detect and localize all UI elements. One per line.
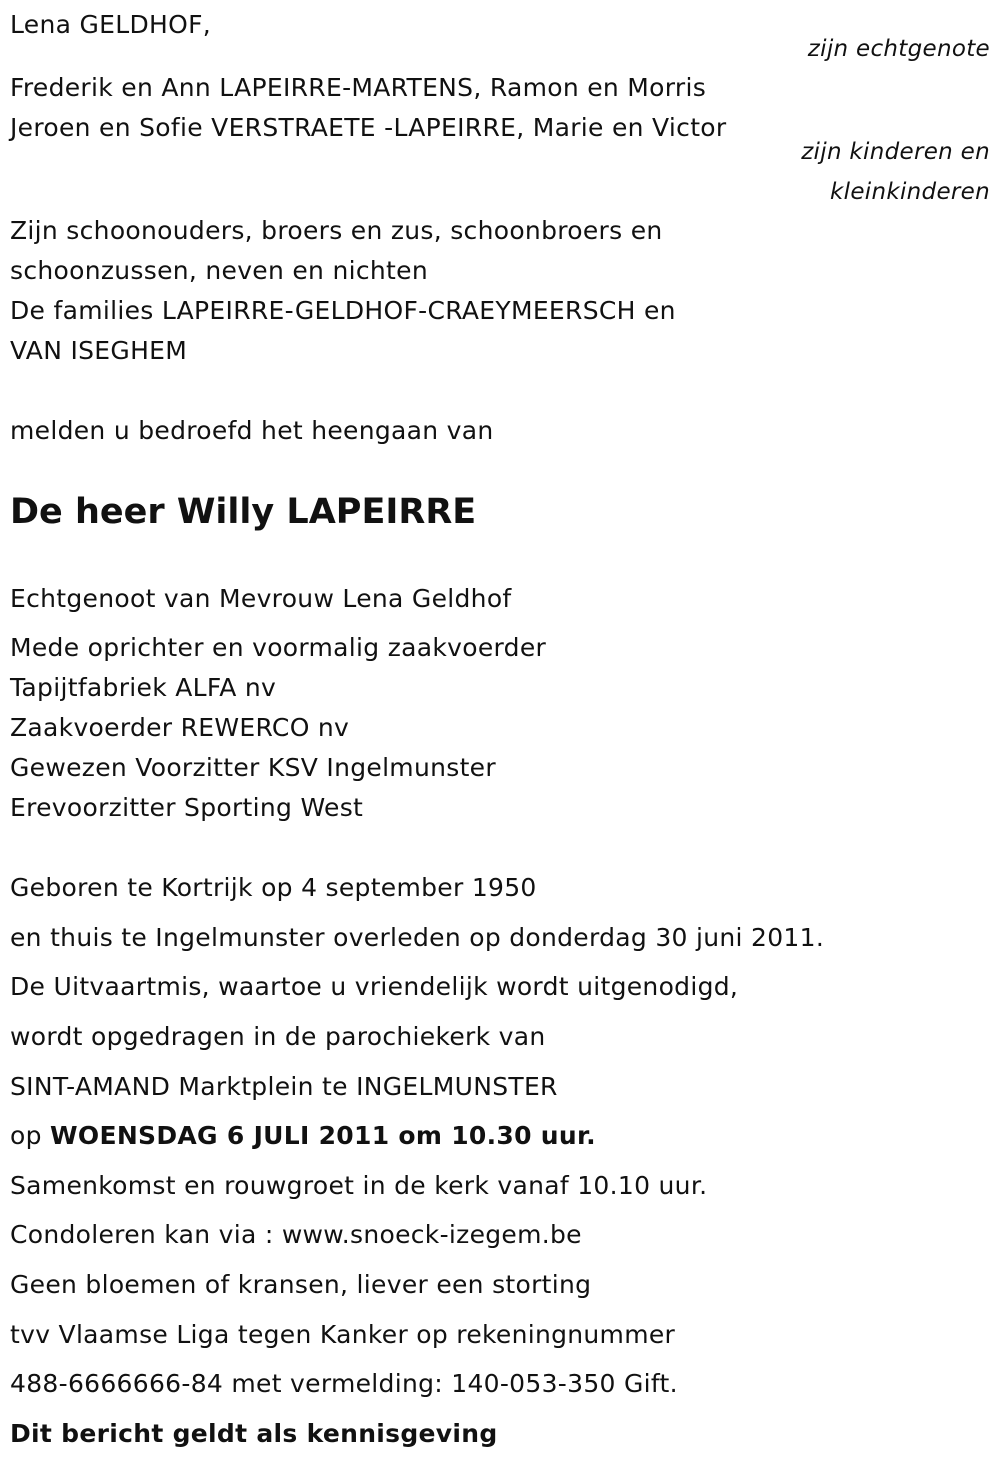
- relatives-line-4: VAN ISEGHEM: [10, 336, 188, 365]
- title-line-1: Echtgenoot van Mevrouw Lena Geldhof: [10, 584, 512, 613]
- children-role-line-2: kleinkinderen: [830, 179, 990, 205]
- funeral-date: WOENSDAG 6 JULI 2011 om 10.30 uur.: [50, 1121, 596, 1150]
- death-line: en thuis te Ingelmunster overleden op donderdag 30 juni 2011.: [10, 923, 825, 952]
- children-line-2: Jeroen en Sofie VERSTRAETE -LAPEIRRE, Marie en Victor: [10, 113, 727, 142]
- flowers-line-2: tvv Vlaamse Liga tegen Kanker op rekeningnummer: [10, 1320, 676, 1349]
- birth-line: Geboren te Kortrijk op 4 september 1950: [10, 873, 537, 902]
- relatives-line-1: Zijn schoonouders, broers en zus, schoonbroers en: [10, 216, 663, 245]
- mass-line-1: De Uitvaartmis, waartoe u vriendelijk wordt uitgenodigd,: [10, 972, 739, 1001]
- children-role-line-1: zijn kinderen en: [801, 139, 990, 165]
- title-line-5: Gewezen Voorzitter KSV Ingelmunster: [10, 753, 496, 782]
- account-line: 488-6666666-84 met vermelding: 140-053-350 Gift.: [10, 1369, 678, 1398]
- title-line-6: Erevoorzitter Sporting West: [10, 793, 364, 822]
- relatives-line-3: De families LAPEIRRE-GELDHOF-CRAEYMEERSCH en: [10, 296, 676, 325]
- condolence-line: Condoleren kan via : www.snoeck-izegem.be: [10, 1220, 582, 1249]
- gathering-line: Samenkomst en rouwgroet in de kerk vanaf 10.10 uur.: [10, 1171, 708, 1200]
- mass-line-2: wordt opgedragen in de parochiekerk van: [10, 1022, 546, 1051]
- children-line-1: Frederik en Ann LAPEIRRE-MARTENS, Ramon en Morris: [10, 73, 707, 102]
- title-line-2: Mede oprichter en voormalig zaakvoerder: [10, 633, 547, 662]
- title-line-3: Tapijtfabriek ALFA nv: [10, 673, 277, 702]
- notice-line: Dit bericht geldt als kennisgeving: [10, 1419, 498, 1448]
- spouse-role: zijn echtgenote: [807, 36, 990, 62]
- deceased-name: De heer Willy LAPEIRRE: [10, 492, 477, 532]
- date-line: [10, 1121, 596, 1151]
- announcement: melden u bedroefd het heengaan van: [10, 416, 494, 445]
- date-prefix: op: [10, 1121, 51, 1150]
- church-line: SINT-AMAND Marktplein te INGELMUNSTER: [10, 1072, 558, 1101]
- title-line-4: Zaakvoerder REWERCO nv: [10, 713, 350, 742]
- flowers-line-1: Geen bloemen of kransen, liever een storting: [10, 1270, 592, 1299]
- relatives-line-2: schoonzussen, neven en nichten: [10, 256, 428, 285]
- spouse-name: Lena GELDHOF,: [10, 10, 212, 39]
